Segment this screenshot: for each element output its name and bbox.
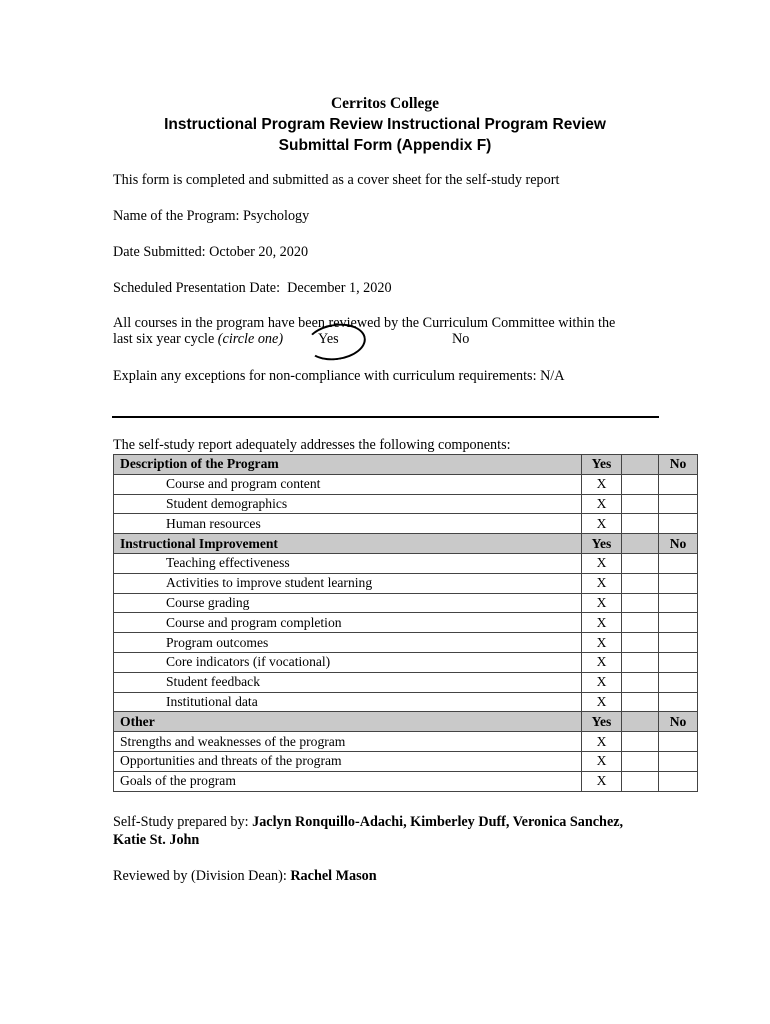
component-label: Course and program content bbox=[114, 474, 582, 494]
yes-mark-cell[interactable]: X bbox=[582, 692, 622, 712]
component-label: Teaching effectiveness bbox=[114, 553, 582, 573]
section-title: Other bbox=[114, 712, 582, 732]
blank-cell bbox=[622, 732, 659, 752]
blank-cell bbox=[622, 474, 659, 494]
table-row bbox=[114, 613, 698, 633]
blank-cell bbox=[622, 494, 659, 514]
table-row bbox=[114, 732, 698, 752]
component-label: Course grading bbox=[114, 593, 582, 613]
table-row bbox=[114, 553, 698, 573]
section-header-row bbox=[114, 534, 698, 554]
component-label: Student demographics bbox=[114, 494, 582, 514]
date-submitted-label: Date Submitted: bbox=[113, 244, 206, 260]
table-row bbox=[114, 573, 698, 593]
blank-cell bbox=[622, 613, 659, 633]
component-label: Course and program completion bbox=[114, 613, 582, 633]
presentation-date-line bbox=[113, 280, 392, 297]
no-mark-cell[interactable] bbox=[659, 613, 698, 633]
blank-cell bbox=[622, 553, 659, 573]
component-label: Goals of the program bbox=[114, 771, 582, 791]
program-name-line bbox=[113, 208, 309, 225]
blank-cell bbox=[622, 672, 659, 692]
blank-cell bbox=[622, 633, 659, 653]
no-column-header: No bbox=[659, 534, 698, 554]
section-divider bbox=[112, 416, 659, 418]
table-row bbox=[114, 494, 698, 514]
table-row bbox=[114, 474, 698, 494]
no-column-header: No bbox=[659, 712, 698, 732]
prepared-by-label: Self-Study prepared by: bbox=[113, 814, 249, 830]
prepared-by-names-cont: Katie St. John bbox=[113, 832, 200, 848]
exceptions-text: Explain any exceptions for non-compliance with curriculum requirements: N/A bbox=[113, 368, 565, 384]
blank-cell bbox=[622, 573, 659, 593]
reviewed-by-line bbox=[113, 868, 377, 885]
reviewed-by-label: Reviewed by (Division Dean): bbox=[113, 868, 287, 884]
table-row bbox=[114, 633, 698, 653]
section-title: Description of the Program bbox=[114, 455, 582, 475]
yes-column-header: Yes bbox=[582, 712, 622, 732]
presentation-date-value: December 1, 2020 bbox=[287, 280, 392, 296]
component-label: Program outcomes bbox=[114, 633, 582, 653]
no-mark-cell[interactable] bbox=[659, 652, 698, 672]
yes-mark-cell[interactable]: X bbox=[582, 672, 622, 692]
no-mark-cell[interactable] bbox=[659, 573, 698, 593]
component-label: Human resources bbox=[114, 514, 582, 534]
blank-cell bbox=[622, 652, 659, 672]
blank-column-header bbox=[622, 534, 659, 554]
table-row bbox=[114, 652, 698, 672]
no-choice[interactable]: No bbox=[452, 331, 470, 347]
yes-mark-cell[interactable]: X bbox=[582, 732, 622, 752]
yes-mark-cell[interactable]: X bbox=[582, 553, 622, 573]
yes-choice[interactable]: Yes bbox=[318, 331, 339, 347]
no-mark-cell[interactable] bbox=[659, 593, 698, 613]
no-mark-cell[interactable] bbox=[659, 771, 698, 791]
yes-column-header: Yes bbox=[582, 455, 622, 475]
table-row bbox=[114, 771, 698, 791]
yes-mark-cell[interactable]: X bbox=[582, 514, 622, 534]
no-mark-cell[interactable] bbox=[659, 692, 698, 712]
blank-cell bbox=[622, 771, 659, 791]
no-mark-cell[interactable] bbox=[659, 732, 698, 752]
blank-column-header bbox=[622, 455, 659, 475]
form-subtitle: Submittal Form (Appendix F) bbox=[278, 137, 492, 154]
reviewed-by-name: Rachel Mason bbox=[290, 868, 377, 884]
yes-mark-cell[interactable]: X bbox=[582, 771, 622, 791]
section-header-row bbox=[114, 455, 698, 475]
section-title: Instructional Improvement bbox=[114, 534, 582, 554]
yes-mark-cell[interactable]: X bbox=[582, 751, 622, 771]
component-label: Institutional data bbox=[114, 692, 582, 712]
component-label: Opportunities and threats of the program bbox=[114, 751, 582, 771]
courses-reviewed-question: All courses in the program have been reviewed by the Curriculum Committee within the bbox=[113, 315, 616, 331]
blank-column-header bbox=[622, 712, 659, 732]
date-submitted-value: October 20, 2020 bbox=[209, 244, 309, 260]
no-mark-cell[interactable] bbox=[659, 672, 698, 692]
table-row bbox=[114, 593, 698, 613]
component-label: Strengths and weaknesses of the program bbox=[114, 732, 582, 752]
no-mark-cell[interactable] bbox=[659, 474, 698, 494]
components-table bbox=[113, 454, 698, 792]
table-row bbox=[114, 751, 698, 771]
table-row bbox=[114, 672, 698, 692]
component-label: Activities to improve student learning bbox=[114, 573, 582, 593]
table-row bbox=[114, 692, 698, 712]
yes-mark-cell[interactable]: X bbox=[582, 593, 622, 613]
circle-one-instruction: (circle one) bbox=[217, 331, 284, 347]
no-mark-cell[interactable] bbox=[659, 553, 698, 573]
blank-cell bbox=[622, 593, 659, 613]
yes-mark-cell[interactable]: X bbox=[582, 573, 622, 593]
blank-cell bbox=[622, 751, 659, 771]
intro-text: This form is completed and submitted as a cover sheet for the self-study report bbox=[113, 172, 560, 188]
table-row bbox=[114, 514, 698, 534]
courses-reviewed-question-cont bbox=[113, 331, 283, 348]
prepared-by-line bbox=[113, 814, 623, 831]
section-header-row bbox=[114, 712, 698, 732]
form-title: Instructional Program Review Instructional Program Review bbox=[164, 116, 606, 133]
yes-mark-cell[interactable]: X bbox=[582, 652, 622, 672]
prepared-by-names: Jaclyn Ronquillo-Adachi, Kimberley Duff, Veronica Sanchez, bbox=[252, 814, 624, 830]
yes-mark-cell[interactable]: X bbox=[582, 613, 622, 633]
no-mark-cell[interactable] bbox=[659, 751, 698, 771]
components-intro: The self-study report adequately addresses the following components: bbox=[113, 437, 511, 453]
no-mark-cell[interactable] bbox=[659, 494, 698, 514]
date-submitted-line bbox=[113, 244, 308, 261]
blank-cell bbox=[622, 514, 659, 534]
no-column-header: No bbox=[659, 455, 698, 475]
no-mark-cell[interactable] bbox=[659, 514, 698, 534]
cycle-text: last six year cycle bbox=[113, 331, 215, 347]
no-mark-cell[interactable] bbox=[659, 633, 698, 653]
blank-cell bbox=[622, 692, 659, 712]
program-name-label: Name of the Program: bbox=[113, 208, 240, 224]
component-label: Student feedback bbox=[114, 672, 582, 692]
yes-mark-cell[interactable]: X bbox=[582, 494, 622, 514]
presentation-date-label: Scheduled Presentation Date: bbox=[113, 280, 281, 296]
yes-mark-cell[interactable]: X bbox=[582, 474, 622, 494]
yes-mark-cell[interactable]: X bbox=[582, 633, 622, 653]
program-name-value: Psychology bbox=[243, 208, 310, 224]
college-name: Cerritos College bbox=[330, 95, 440, 112]
yes-column-header: Yes bbox=[582, 534, 622, 554]
component-label: Core indicators (if vocational) bbox=[114, 652, 582, 672]
